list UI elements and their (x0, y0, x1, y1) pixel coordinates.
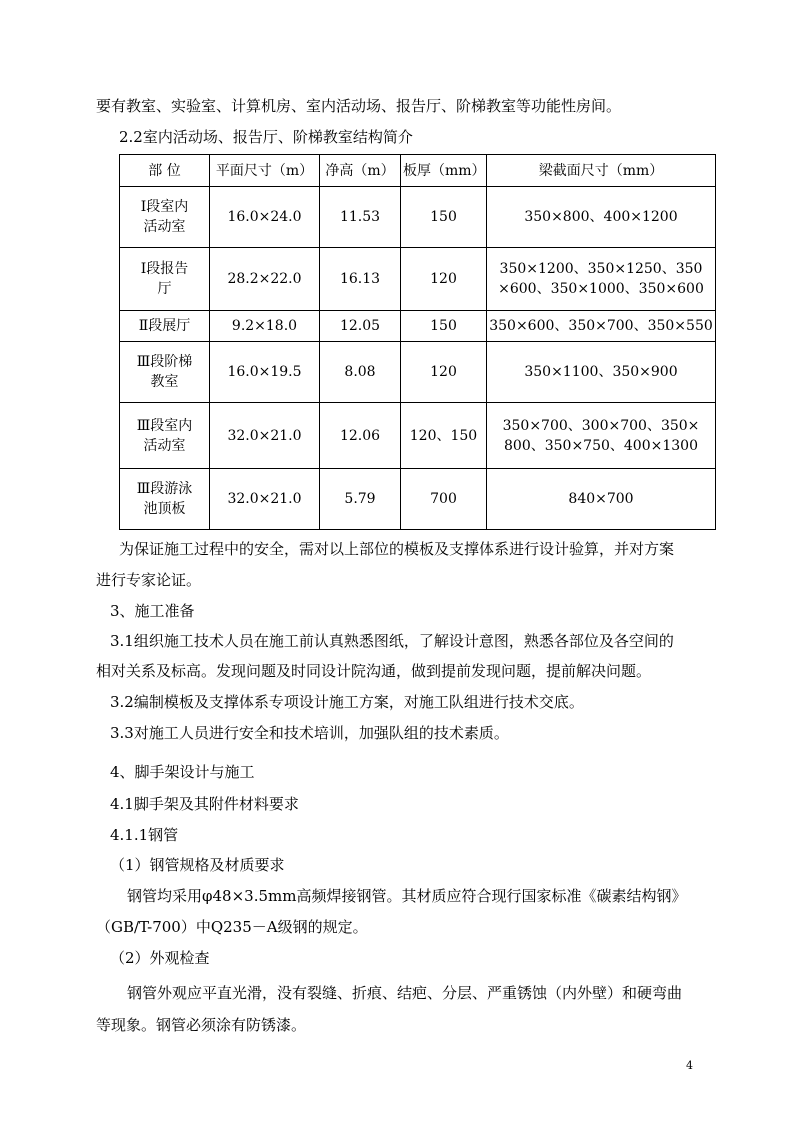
cell-plan-size: 32.0×21.0 (210, 403, 320, 469)
table-header-row (120, 155, 716, 187)
table-row (120, 342, 716, 403)
paragraph-safety-line-1: 为保证施工过程中的安全，需对以上部位的模板及支撑体系进行设计验算，并对方案 (119, 540, 675, 558)
cell-beam-section: 350×1200、350×1250、350 ×600、350×1000、350×600 (487, 248, 716, 311)
cell-clear-height: 8.08 (320, 342, 401, 403)
col-header-plan-size: 平面尺寸（m） (210, 155, 320, 187)
heading-section-4: 4、脚手架设计与施工 (110, 763, 255, 781)
cell-part: Ⅲ段室内 活动室 (120, 403, 210, 469)
page-number: 4 (686, 1059, 693, 1072)
cell-part: Ⅲ段阶梯 教室 (120, 342, 210, 403)
cell-part: Ⅱ段展厅 (120, 311, 210, 342)
col-header-part: 部 位 (120, 155, 210, 187)
cell-slab-thickness: 120、150 (401, 403, 487, 469)
cell-clear-height: 5.79 (320, 469, 401, 530)
paragraph-3-1-line-1: 3.1组织施工技术人员在施工前认真熟悉图纸，了解设计意图，熟悉各部位及各空间的 (110, 632, 674, 650)
cell-slab-thickness: 120 (401, 342, 487, 403)
table-row (120, 469, 716, 530)
paragraph-intro-continued: 要有教室、实验室、计算机房、室内活动场、报告厅、阶梯教室等功能性房间。 (96, 97, 622, 115)
paragraph-pipe-line-1: 钢管均采用φ48×3.5mm高频焊接钢管。其材质应符合现行国家标准《碳素结构钢》 (127, 887, 687, 905)
paragraph-appearance-line-1: 钢管外观应平直光滑，没有裂缝、折痕、结疤、分层、严重锈蚀（内外壁）和硬弯曲 (127, 984, 683, 1002)
cell-beam-section: 840×700 (487, 469, 716, 530)
heading-section-3: 3、施工准备 (110, 602, 195, 620)
heading-2-2: 2.2室内活动场、报告厅、阶梯教室结构简介 (119, 128, 413, 146)
paragraph-3-1-line-2: 相对关系及标高。发现问题及时同设计院沟通，做到提前发现问题，提前解决问题。 (96, 662, 652, 680)
col-header-clear-height: 净高（m） (320, 155, 401, 187)
cell-clear-height: 11.53 (320, 187, 401, 248)
cell-slab-thickness: 150 (401, 187, 487, 248)
paragraph-3-3: 3.3对施工人员进行安全和技术培训，加强队组的技术素质。 (110, 724, 509, 742)
cell-slab-thickness: 700 (401, 469, 487, 530)
cell-plan-size: 16.0×24.0 (210, 187, 320, 248)
cell-plan-size: 16.0×19.5 (210, 342, 320, 403)
table-row (120, 403, 716, 469)
col-header-beam-section: 梁截面尺寸（mm） (487, 155, 716, 187)
cell-clear-height: 12.06 (320, 403, 401, 469)
table-row (120, 311, 716, 342)
heading-pipe-spec: （1）钢管规格及材质要求 (110, 856, 285, 874)
cell-part: Ⅰ段室内 活动室 (120, 187, 210, 248)
paragraph-pipe-line-2: （GB/T-700）中Q235－A级钢的规定。 (96, 918, 368, 936)
structure-spec-table (119, 154, 716, 530)
cell-part: Ⅰ段报告 厅 (120, 248, 210, 311)
table-row (120, 187, 716, 248)
heading-4-1: 4.1脚手架及其附件材料要求 (110, 795, 299, 813)
cell-clear-height: 16.13 (320, 248, 401, 311)
col-header-slab-thickness: 板厚（mm） (401, 155, 487, 187)
cell-plan-size: 32.0×21.0 (210, 469, 320, 530)
paragraph-safety-line-2: 进行专家论证。 (96, 571, 202, 589)
cell-beam-section: 350×1100、350×900 (487, 342, 716, 403)
cell-part: Ⅲ段游泳 池顶板 (120, 469, 210, 530)
heading-4-1-1: 4.1.1钢管 (110, 826, 179, 844)
cell-slab-thickness: 120 (401, 248, 487, 311)
cell-clear-height: 12.05 (320, 311, 401, 342)
cell-beam-section: 350×700、300×700、350× 800、350×750、400×1300 (487, 403, 716, 469)
cell-plan-size: 28.2×22.0 (210, 248, 320, 311)
paragraph-appearance-line-2: 等现象。钢管必须涂有防锈漆。 (96, 1016, 307, 1034)
paragraph-3-2: 3.2编制模板及支撑体系专项设计施工方案，对施工队组进行技术交底。 (110, 693, 584, 711)
cell-beam-section: 350×800、400×1200 (487, 187, 716, 248)
cell-plan-size: 9.2×18.0 (210, 311, 320, 342)
heading-appearance-check: （2）外观检查 (110, 949, 210, 967)
cell-beam-section: 350×600、350×700、350×550 (487, 311, 716, 342)
table-row (120, 248, 716, 311)
cell-slab-thickness: 150 (401, 311, 487, 342)
